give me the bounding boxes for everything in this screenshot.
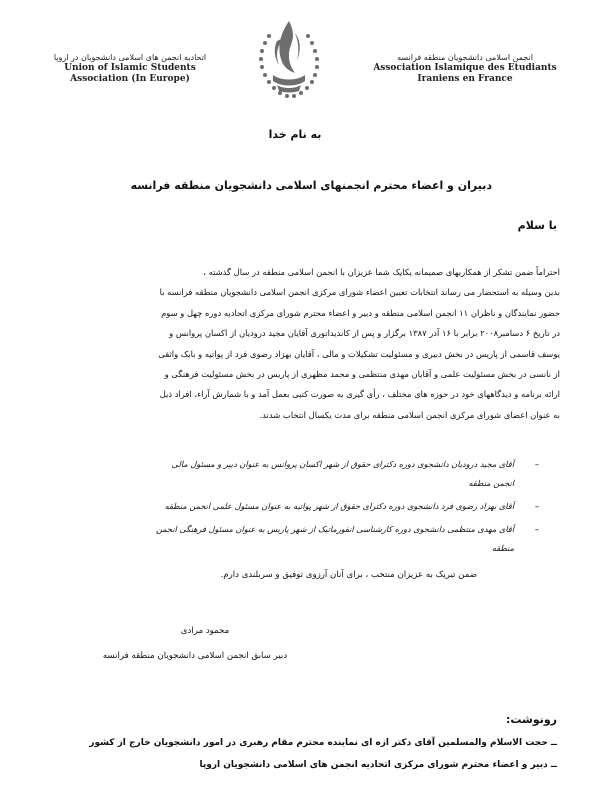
list-item-line: آقای مهدی منتظمی دانشجوی دوره کارشناسی انفورماتیک از شهر پاریس به عنوان مسئول فرهنگی انجمن — [155, 524, 514, 534]
signer-name: محمود مرادی — [180, 626, 230, 636]
basmala-heading: به نام خدا — [268, 128, 322, 141]
letterhead-right-english-line1: Association Islamique des Etudiants — [373, 63, 557, 73]
list-item-line: آقای بهزاد رضوی فرد دانشجوی دوره دکترای حقوق از شهر پواتیه به عنوان مسئول علمی انجمن منطقه — [164, 501, 514, 511]
list-item — [38, 497, 554, 516]
list-dash: – — [534, 524, 539, 534]
cc-item: ــ حجت الاسلام والمسلمین آقای دکتر ازه ای نماینده محترم مقام رهبری در امور دانشجویان خارج از کشور — [89, 738, 557, 748]
list-dash: – — [534, 459, 539, 469]
letterhead-left-english-line2: Association (In Europe) — [70, 74, 190, 84]
body-line: حضور نمایندگان و ناظران ۱۱ انجمن اسلامی منطقه و دبیر و اعضاء محترم شورای مرکزی اتحادیه دوره چهل و سوم — [161, 307, 560, 318]
list-dash: – — [534, 501, 539, 511]
list-item-line: انجمن منطقه — [468, 478, 514, 488]
signer-title: دبیر سابق انجمن اسلامی دانشجویان منطقه فرانسه — [102, 651, 288, 661]
body-line: احتراماً ضمن تشکر از همکاریهای صمیمانه یکایک شما عزیزان با انجمن اسلامی منطقه در سال گذشته ، — [203, 267, 560, 277]
body-line: ارائه برنامه و دیدگاههای خود در حوزه های مختلف ، رأی گیری به صورت کتبی بعمل آمد و با شمارش آراء، افراد ذیل — [159, 389, 560, 400]
list-item-line: آقای مجید درودیان دانشجوی دوره دکترای حقوق از شهر اکسان پروانس به عنوان دبیر و مسئول مالی — [171, 459, 514, 469]
letterhead-left-persian: اتحادیه انجمن های اسلامی دانشجویان در اروپا — [53, 53, 207, 62]
letterhead-right — [355, 52, 575, 85]
body-line: از نانسی در بخش مسئولیت علمی و آقایان مهدی منتظمی و محمد مظهری از پاریس در بخش مسئولیت فرهنگی و — [164, 369, 560, 380]
body-line: به عنوان اعضای شورای مرکزی انجمن اسلامی منطقه برای مدت یکسال انتخاب شدند. — [259, 409, 560, 420]
letterhead-left-english-line1: Union of Islamic Students — [64, 63, 196, 73]
letterhead-right-persian: انجمن اسلامی دانشجویان منطقه فرانسه — [397, 53, 533, 62]
body-line: در تاریخ ۶ دسامبر۲۰۰۸ برابر با ۱۶ آذر ۱۳۸۷ برگزار و پس از کاندیداتوری آقایان مجید درودیان از اکسان پروانس و — [169, 328, 560, 339]
congratulations-line: ضمن تبریک به عزیزان منتخب ، برای آنان آرزوی توفیق و سربلندی دارم. — [220, 570, 477, 580]
body-line: بدین وسیله به استحضار می رساند انتخابات تعیین اعضاء شورای مرکزی انجمن اسلامی دانشجویان منطقه فرانسه با — [159, 287, 560, 298]
list-item-line: منطقه — [491, 543, 514, 553]
letter-body — [38, 262, 560, 425]
list-item — [38, 455, 554, 493]
elected-members-list — [38, 455, 554, 558]
letterhead-right-english-line2: Iraniens en France — [417, 74, 513, 84]
cc-heading: رونوشت: — [505, 713, 557, 726]
association-logo-icon — [255, 15, 323, 107]
salutation: با سلام — [517, 219, 557, 232]
body-line: یوسف قاسمی از پاریس در بخش دبیری و مسئولیت تشکیلات و مالی ، آقایان بهزاد رضوی فرد از پواتیه و بابک واثقی — [158, 348, 560, 359]
addressee-line: دبیران و اعضاء محترم انجمنهای اسلامی دانشجویان منطقه فرانسه — [130, 179, 492, 192]
list-item — [38, 520, 554, 558]
cc-item: ــ دبیر و اعضاء محترم شورای مرکزی اتحادیه انجمن های اسلامی دانشجویان اروپا — [199, 760, 557, 770]
letterhead-left — [20, 52, 240, 85]
